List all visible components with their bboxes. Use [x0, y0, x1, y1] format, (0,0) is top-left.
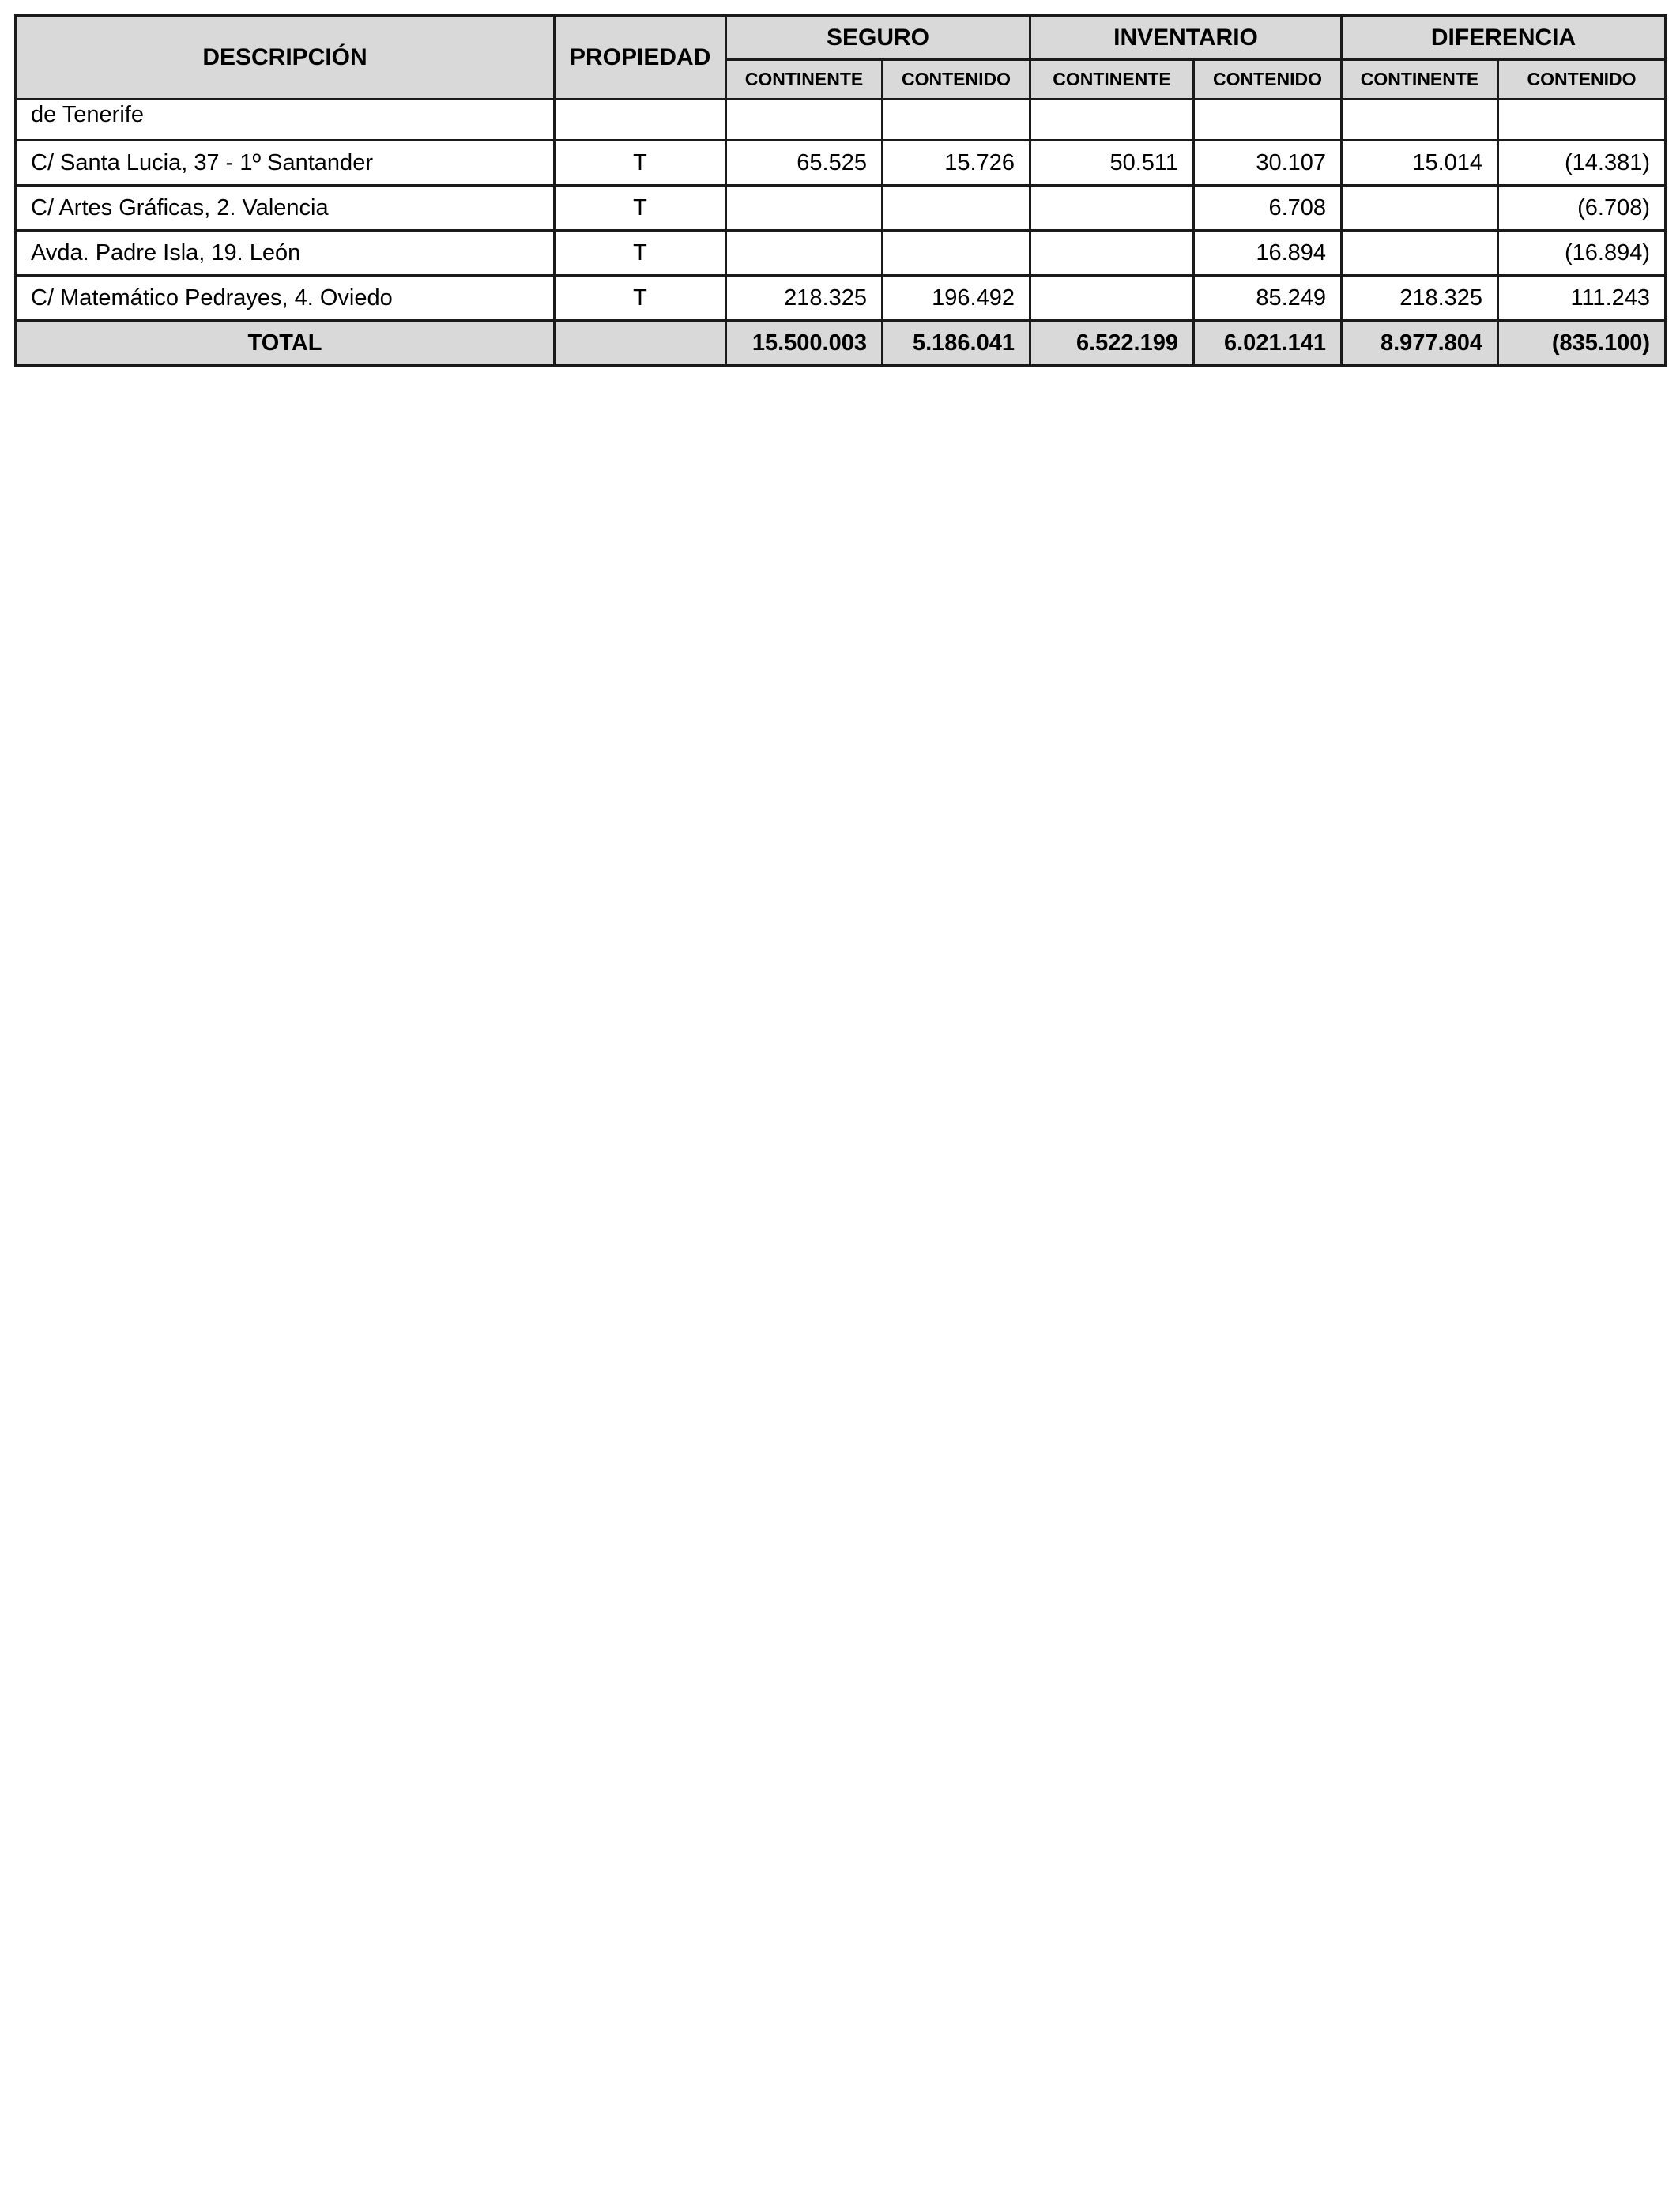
cell-inventario-continente	[1030, 186, 1194, 231]
cell-propiedad: T	[555, 276, 726, 321]
header-group-inventario: INVENTARIO	[1030, 16, 1342, 60]
cell-descripcion: de Tenerife	[16, 100, 555, 141]
header-propiedad: PROPIEDAD	[555, 16, 726, 100]
total-row	[16, 321, 1666, 366]
header-group-diferencia: DIFERENCIA	[1342, 16, 1666, 60]
cell-descripcion: C/ Artes Gráficas, 2. Valencia	[16, 186, 555, 231]
table-row	[16, 141, 1666, 186]
cell-diferencia-contenido: 111.243	[1498, 276, 1666, 321]
cell-propiedad: T	[555, 231, 726, 276]
table-row	[16, 276, 1666, 321]
header-descripcion: DESCRIPCIÓN	[16, 16, 555, 100]
cell-propiedad: T	[555, 141, 726, 186]
total-propiedad	[555, 321, 726, 366]
header-seguro-contenido: CONTENIDO	[883, 60, 1030, 100]
header-diferencia-contenido: CONTENIDO	[1498, 60, 1666, 100]
total-label: TOTAL	[16, 321, 555, 366]
cell-inventario-continente	[1030, 231, 1194, 276]
cell-propiedad	[555, 100, 726, 141]
cell-diferencia-continente	[1342, 231, 1498, 276]
table-row	[16, 100, 1666, 141]
cell-inventario-continente	[1030, 276, 1194, 321]
header-inventario-continente: CONTINENTE	[1030, 60, 1194, 100]
cell-inventario-continente	[1030, 100, 1194, 141]
cell-propiedad: T	[555, 186, 726, 231]
table-row	[16, 186, 1666, 231]
total-diferencia-continente: 8.977.804	[1342, 321, 1498, 366]
cell-descripcion: C/ Santa Lucia, 37 - 1º Santander	[16, 141, 555, 186]
inventory-table	[14, 14, 1667, 367]
header-seguro-continente: CONTINENTE	[726, 60, 883, 100]
cell-diferencia-continente: 15.014	[1342, 141, 1498, 186]
cell-descripcion: C/ Matemático Pedrayes, 4. Oviedo	[16, 276, 555, 321]
table-row	[16, 231, 1666, 276]
cell-diferencia-continente	[1342, 100, 1498, 141]
cell-diferencia-continente	[1342, 186, 1498, 231]
cell-seguro-contenido	[883, 186, 1030, 231]
total-inventario-contenido: 6.021.141	[1194, 321, 1342, 366]
total-seguro-contenido: 5.186.041	[883, 321, 1030, 366]
cell-seguro-contenido	[883, 231, 1030, 276]
cell-seguro-continente	[726, 231, 883, 276]
cell-seguro-contenido: 15.726	[883, 141, 1030, 186]
cell-inventario-contenido	[1194, 100, 1342, 141]
header-row-groups	[16, 16, 1666, 60]
cell-inventario-contenido: 6.708	[1194, 186, 1342, 231]
cell-inventario-contenido: 16.894	[1194, 231, 1342, 276]
cell-seguro-contenido	[883, 100, 1030, 141]
cell-inventario-contenido: 85.249	[1194, 276, 1342, 321]
header-group-seguro: SEGURO	[726, 16, 1030, 60]
cell-seguro-contenido: 196.492	[883, 276, 1030, 321]
cell-seguro-continente	[726, 100, 883, 141]
cell-descripcion: Avda. Padre Isla, 19. León	[16, 231, 555, 276]
header-inventario-contenido: CONTENIDO	[1194, 60, 1342, 100]
total-inventario-continente: 6.522.199	[1030, 321, 1194, 366]
total-diferencia-contenido: (835.100)	[1498, 321, 1666, 366]
cell-diferencia-contenido	[1498, 100, 1666, 141]
cell-inventario-contenido: 30.107	[1194, 141, 1342, 186]
header-diferencia-continente: CONTINENTE	[1342, 60, 1498, 100]
cell-diferencia-contenido: (14.381)	[1498, 141, 1666, 186]
cell-diferencia-continente: 218.325	[1342, 276, 1498, 321]
total-seguro-continente: 15.500.003	[726, 321, 883, 366]
cell-seguro-continente: 218.325	[726, 276, 883, 321]
cell-seguro-continente	[726, 186, 883, 231]
cell-diferencia-contenido: (6.708)	[1498, 186, 1666, 231]
cell-seguro-continente: 65.525	[726, 141, 883, 186]
cell-diferencia-contenido: (16.894)	[1498, 231, 1666, 276]
cell-inventario-continente: 50.511	[1030, 141, 1194, 186]
